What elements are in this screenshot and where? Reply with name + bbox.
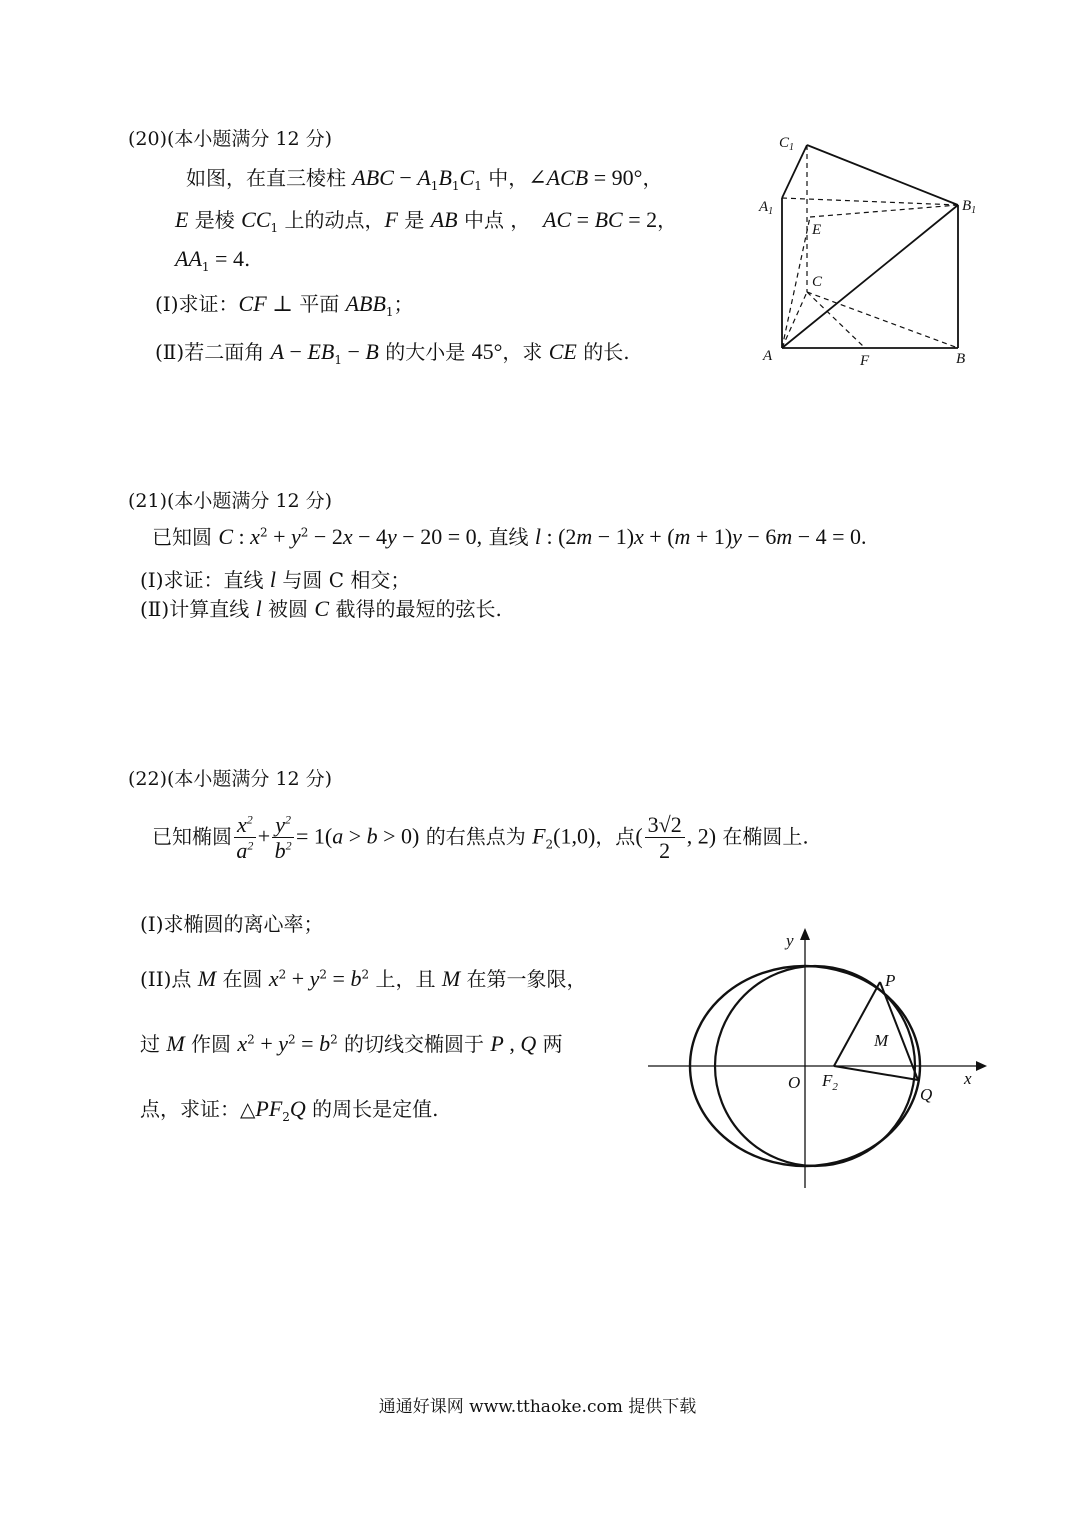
label-x: x bbox=[964, 1069, 972, 1088]
q20-line2: E 是棱 $CC_1$ 上的动点，F 是 AB 中点 ， AC = BC = 2， bbox=[175, 207, 678, 235]
label-A1: $A_1$ bbox=[759, 199, 774, 217]
q22-line1: 已知椭圆 $\frac{x^2}{a^2}$ + $\frac{y^2}{b^2}$ = 1(a > b > 0) 的右焦点为 $F_2(1,0)$，点( $\frac{3√2}{2}$ , 2) 在椭圆上. bbox=[152, 812, 809, 864]
q21-part2: (Ⅱ)计算直线 l 被圆 C 截得的最短的弦长. bbox=[140, 596, 502, 621]
q20-line1: 如图，在直三棱柱 ABC − $A_1B_1C_1$ 中，∠ACB = 90°， bbox=[186, 165, 663, 193]
label-F: F bbox=[860, 353, 870, 369]
label-P: P bbox=[885, 971, 896, 990]
q20-part1: (Ⅰ)求证：CF ⊥ 平面 $ABB_1$； bbox=[155, 291, 414, 319]
label-Q: Q bbox=[920, 1085, 933, 1104]
label-A: A bbox=[763, 348, 773, 364]
q22-part4: 点，求证：$\triangle PF_2Q$ 的周长是定值. bbox=[140, 1096, 439, 1124]
q21-part1: (Ⅰ)求证：直线 l 与圆 C 相交； bbox=[140, 567, 411, 592]
q22-part3: 过 M 作圆 $x^2 + y^2 = b^2$ 的切线交椭圆于 P , Q 两 bbox=[140, 1031, 563, 1056]
label-y: y bbox=[786, 931, 794, 950]
q21-line1: 已知圆 C : $x^2 + y^2 - 2x - 4y - 20 = 0$, 直线 l : (2m − 1)x + (m + 1)y − 6m − 4 = 0. bbox=[152, 524, 867, 549]
label-C: C bbox=[812, 274, 823, 290]
label-F2: $F_2$ bbox=[822, 1071, 838, 1093]
label-O: O bbox=[788, 1073, 801, 1092]
q20-header: (20)(本小题满分 12 分) bbox=[128, 128, 333, 150]
q22-part1: (I)求椭圆的离心率； bbox=[140, 912, 324, 936]
label-E: E bbox=[812, 222, 822, 238]
q20-line3: $AA_1 = 4$. bbox=[175, 246, 251, 274]
label-M: M bbox=[874, 1031, 889, 1050]
q22-header: (22)(本小题满分 12 分) bbox=[128, 768, 333, 790]
label-B1: $B_1$ bbox=[962, 198, 977, 216]
q20-part2: (Ⅱ)若二面角 $A - EB_1 - B$ 的大小是 45°，求 CE 的长. bbox=[155, 339, 630, 367]
ellipse-figure bbox=[640, 920, 990, 1200]
q21-header: (21)(本小题满分 12 分) bbox=[128, 490, 333, 512]
q22-part2: (II)点 M 在圆 $x^2 + y^2 = b^2$ 上，且 M 在第一象限， bbox=[140, 966, 587, 991]
page-footer: 通通好课网 www.tthaoke.com 提供下载 bbox=[378, 1397, 697, 1417]
label-B: B bbox=[956, 351, 966, 367]
label-C1: $C_1$ bbox=[779, 135, 795, 153]
prism-figure bbox=[755, 120, 990, 375]
